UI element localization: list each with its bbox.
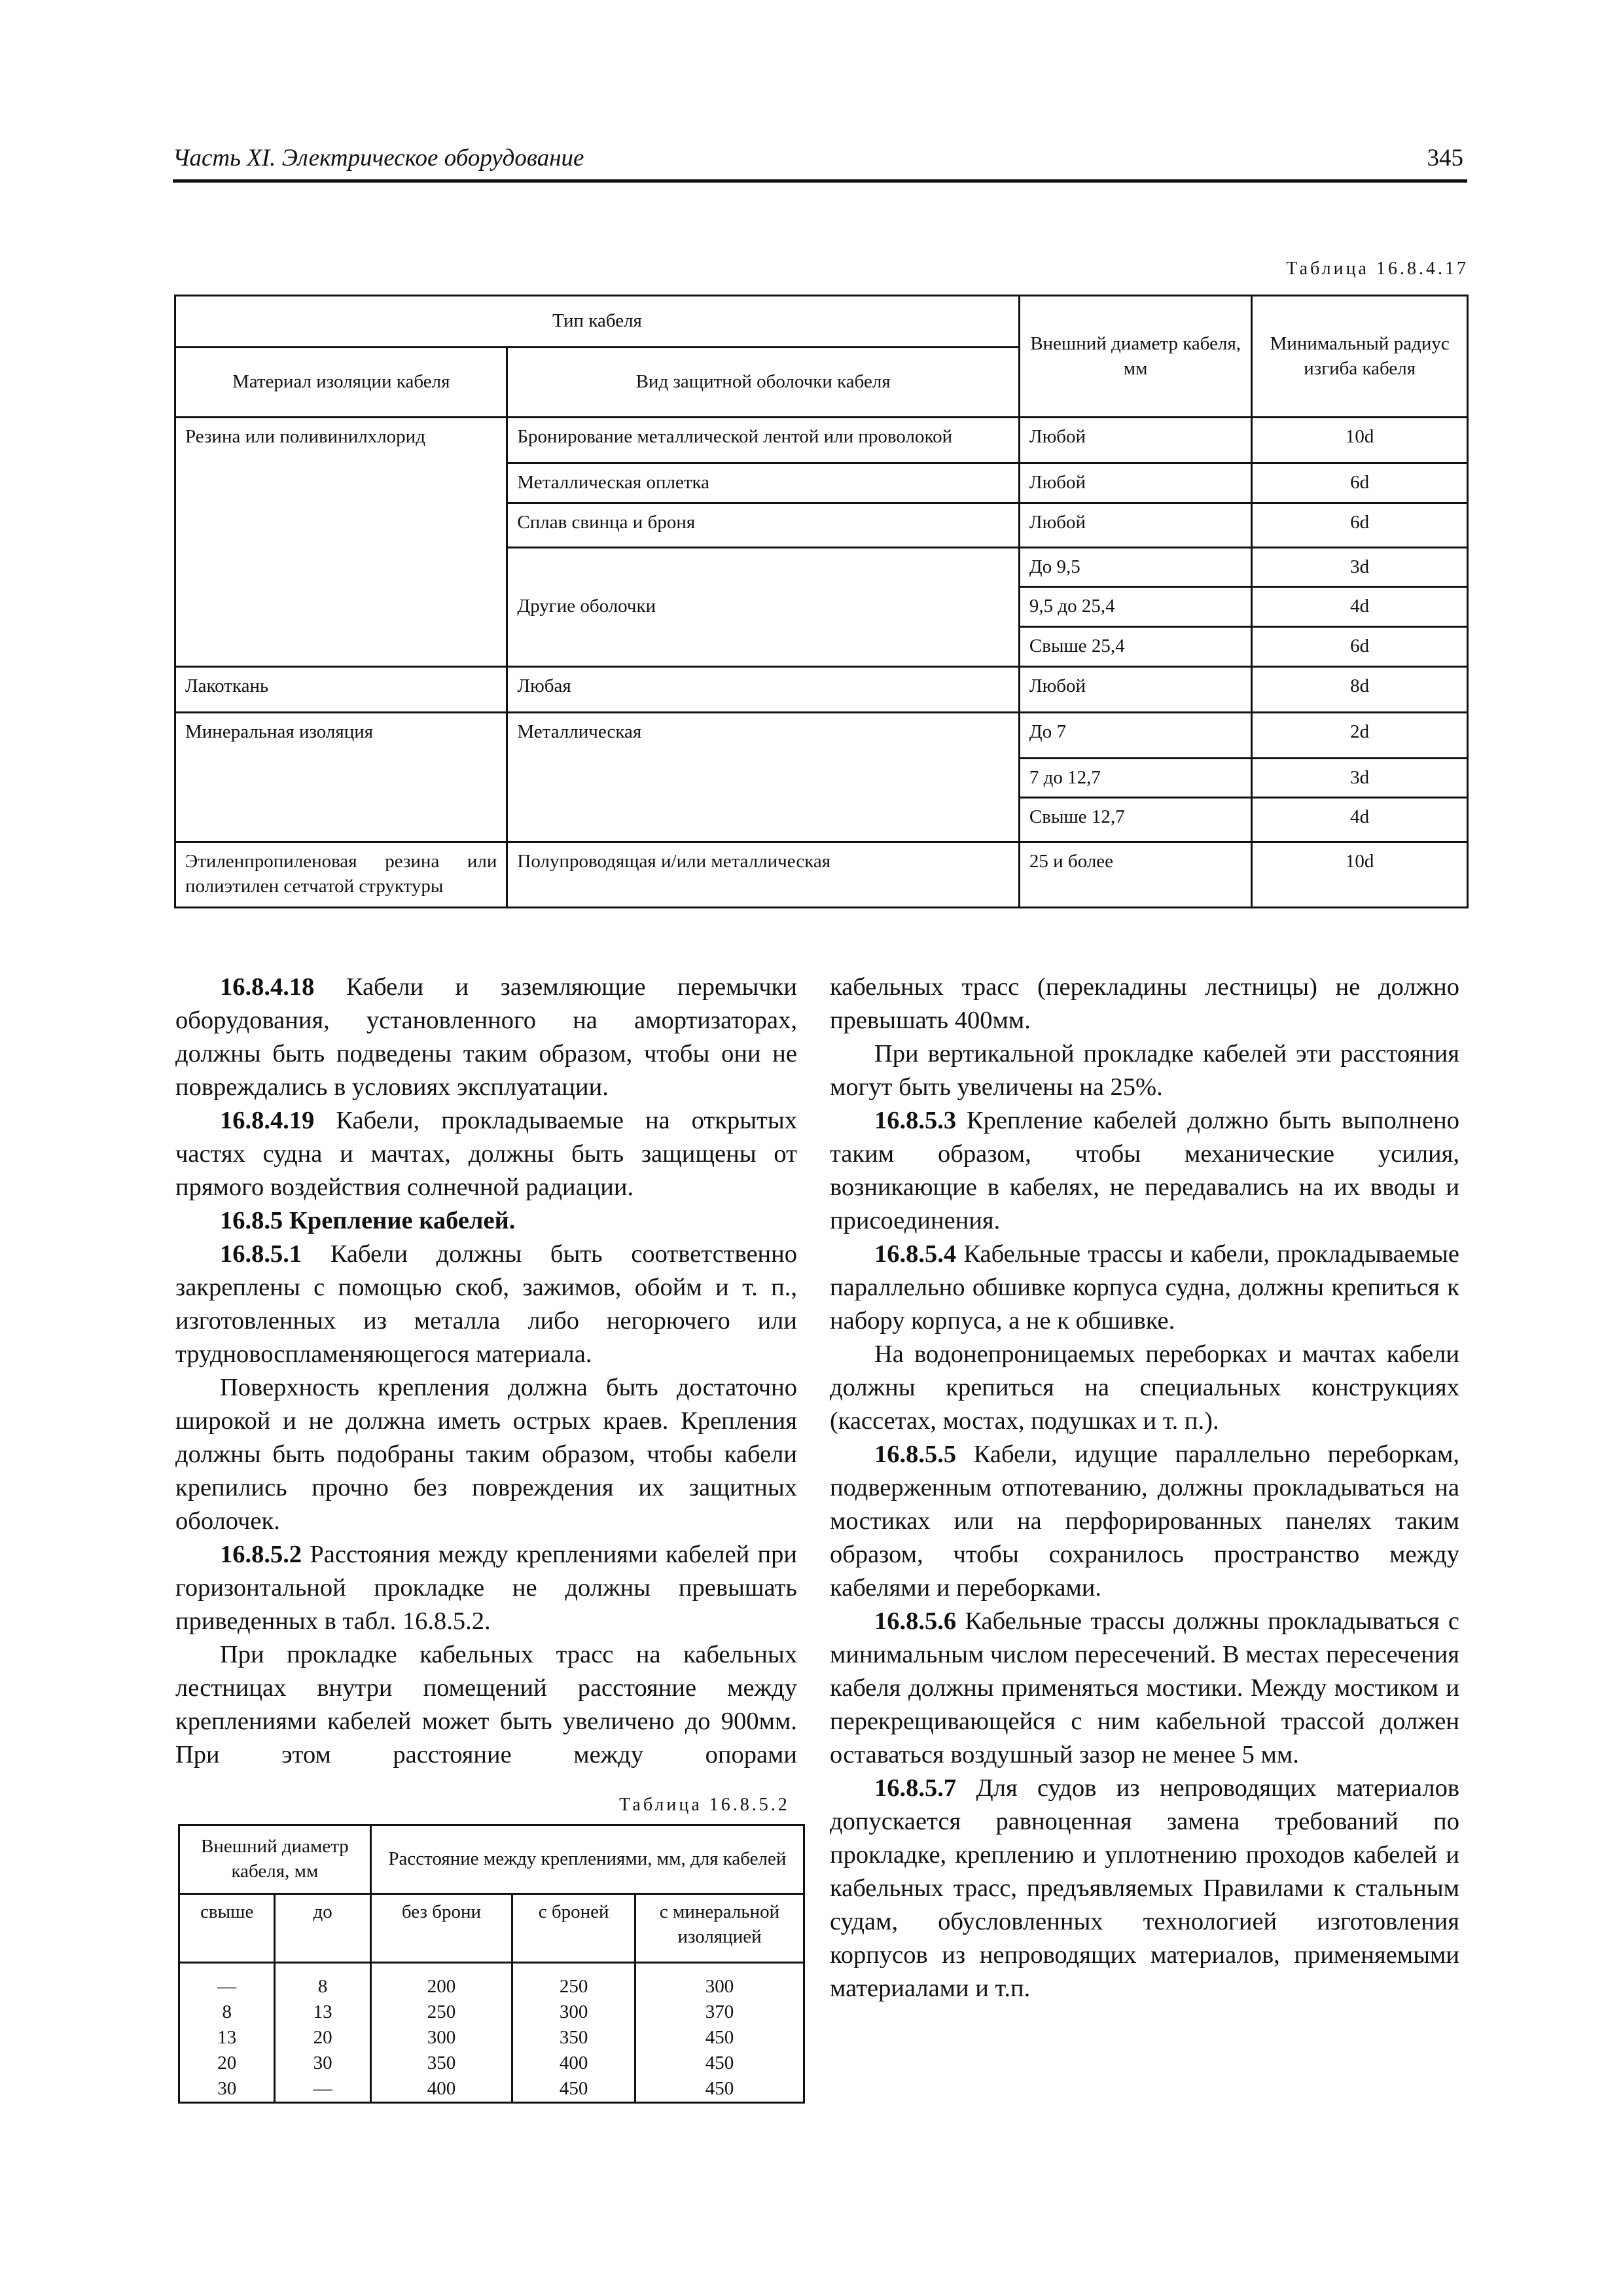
cell-to: — bbox=[275, 2076, 370, 2103]
header-armored: с броней bbox=[512, 1894, 635, 1963]
cell-above: 30 bbox=[179, 2076, 275, 2103]
paragraph-text: При вертикальной прокладке кабелей эти расстояния могут быть увеличены на 25%. bbox=[830, 1040, 1459, 1101]
cell-to: 8 bbox=[275, 1963, 370, 2000]
paragraph bbox=[830, 971, 1459, 1037]
paragraph bbox=[830, 1338, 1459, 1438]
cell-radius: 4d bbox=[1252, 587, 1468, 627]
cell-armored: 250 bbox=[512, 1963, 635, 2000]
paragraph bbox=[175, 1538, 797, 1638]
table-row bbox=[175, 842, 1468, 908]
paragraph bbox=[175, 1104, 797, 1204]
cell-armored: 300 bbox=[512, 2000, 635, 2025]
left-column bbox=[175, 971, 797, 1772]
section-heading-text: 16.8.5 Крепление кабелей. bbox=[220, 1207, 516, 1234]
clause-number: 16.8.5.2 bbox=[220, 1541, 302, 1568]
paragraph-text: Кабели должны быть соответственно закреплены с помощью скоб, зажимов, обойм и т. п., изготовленных из металла либо негорючего или трудновоспламеняющегося материала. bbox=[175, 1240, 797, 1368]
clause-number: 16.8.4.19 bbox=[220, 1107, 315, 1134]
cell-to: 20 bbox=[275, 2025, 370, 2051]
cell-radius: 3d bbox=[1252, 758, 1468, 798]
paragraph bbox=[175, 971, 797, 1104]
cell-insulation: Этиленпропиленовая резина или полиэтилен сетчатой структуры bbox=[175, 842, 507, 908]
cell-armored: 350 bbox=[512, 2025, 635, 2051]
cell-radius: 6d bbox=[1252, 463, 1468, 503]
cell-no-armor: 250 bbox=[370, 2000, 512, 2025]
cell-armored: 400 bbox=[512, 2051, 635, 2076]
paragraph-text: Кабельные трассы должны прокладываться с минимальным числом пересечений. В местах пересечения кабеля должны применяться мостики. Между мостиком и перекрещивающейся с ним кабельной трассой должен оставаться воздушный зазор не менее 5 мм. bbox=[830, 1607, 1459, 1768]
cell-radius: 3d bbox=[1252, 547, 1468, 587]
cell-diameter: Свыше 12,7 bbox=[1019, 798, 1251, 842]
header-sheath: Вид защитной оболочки кабеля bbox=[507, 348, 1020, 418]
paragraph-text: При прокладке кабельных трасс на кабельных лестницах внутри помещений расстояние между креплениями кабелей может быть увеличено до 900мм. При этом расстояние между опорами bbox=[175, 1641, 797, 1768]
table-row bbox=[179, 1963, 804, 2000]
cell-insulation: Резина или поливинилхлорид bbox=[175, 418, 507, 667]
header-diameter: Внешний диаметр кабеля, мм bbox=[179, 1825, 371, 1894]
paragraph bbox=[830, 1605, 1459, 1772]
paragraph-text: Кабельные трассы и кабели, прокладываемые параллельно обшивке корпуса судна, должны крепиться к набору корпуса, а не к обшивке. bbox=[830, 1240, 1459, 1335]
paragraph-text: Кабели, идущие параллельно переборкам, подверженным отпотеванию, должны прокладываться на мостиках или на перфорированных панелях таким образом, чтобы сохранилось пространство между кабелями и переборками. bbox=[830, 1441, 1459, 1602]
running-head bbox=[173, 140, 1467, 183]
cell-above: 8 bbox=[179, 2000, 275, 2025]
paragraph bbox=[830, 1238, 1459, 1338]
paragraph bbox=[175, 1238, 797, 1371]
cell-sheath: Сплав свинца и броня bbox=[507, 503, 1020, 547]
cell-diameter: Любой bbox=[1019, 418, 1251, 463]
paragraph-text: Кабели, прокладываемые на открытых частях судна и мачтах, должны быть защищены от прямого воздействия солнечной радиации. bbox=[175, 1107, 797, 1201]
clause-number: 16.8.5.7 bbox=[874, 1774, 957, 1802]
header-no-armor: без брони bbox=[370, 1894, 512, 1963]
cell-mineral: 300 bbox=[635, 1963, 804, 2000]
cell-mineral: 450 bbox=[635, 2076, 804, 2103]
header-diameter: Внешний диаметр кабеля, мм bbox=[1019, 296, 1251, 418]
paragraph bbox=[175, 1371, 797, 1538]
cell-no-armor: 200 bbox=[370, 1963, 512, 2000]
cell-sheath: Металлическая bbox=[507, 712, 1020, 842]
cell-armored: 450 bbox=[512, 2076, 635, 2103]
cell-mineral: 450 bbox=[635, 2051, 804, 2076]
table-row bbox=[179, 2025, 804, 2051]
clause-number: 16.8.5.1 bbox=[220, 1240, 302, 1268]
cell-diameter: 7 до 12,7 bbox=[1019, 758, 1251, 798]
bending-radius-table bbox=[174, 295, 1469, 908]
header-above: свыше bbox=[179, 1894, 275, 1963]
cell-diameter: Свыше 25,4 bbox=[1019, 627, 1251, 667]
cell-above: 20 bbox=[179, 2051, 275, 2076]
cell-radius: 10d bbox=[1252, 842, 1468, 908]
page-number: 345 bbox=[1427, 145, 1463, 171]
clause-number: 16.8.5.4 bbox=[874, 1240, 957, 1268]
table-row bbox=[175, 418, 1468, 463]
cell-radius: 2d bbox=[1252, 712, 1468, 758]
cell-radius: 4d bbox=[1252, 798, 1468, 842]
header-distance: Расстояние между креплениями, мм, для кабелей bbox=[370, 1825, 804, 1894]
table-row bbox=[179, 2076, 804, 2103]
section-heading bbox=[175, 1204, 797, 1238]
paragraph bbox=[830, 1037, 1459, 1104]
table-caption: Таблица 16.8.5.2 bbox=[619, 1795, 790, 1815]
cell-sheath: Полупроводящая и/или металлическая bbox=[507, 842, 1020, 908]
paragraph-text: Для судов из непроводящих материалов допускается равноценная замена требований по прокладке, креплению и уплотнению проходов кабелей и кабельных трасс, предъявляемых Правилами к стальным судам, обусловленных технологией изготовления корпусов из непроводящих материалов, применяемыми материалами и т.п. bbox=[830, 1774, 1459, 2002]
cell-sheath: Другие оболочки bbox=[507, 547, 1020, 666]
cell-mineral: 370 bbox=[635, 2000, 804, 2025]
cell-no-armor: 400 bbox=[370, 2076, 512, 2103]
clause-number: 16.8.5.6 bbox=[874, 1607, 957, 1635]
header-radius: Минимальный радиус изгиба кабеля bbox=[1252, 296, 1468, 418]
cell-mineral: 450 bbox=[635, 2025, 804, 2051]
cell-sheath: Металлическая оплетка bbox=[507, 463, 1020, 503]
paragraph bbox=[830, 1772, 1459, 2005]
cell-no-armor: 350 bbox=[370, 2051, 512, 2076]
cell-diameter: 9,5 до 25,4 bbox=[1019, 587, 1251, 627]
cell-diameter: Любой bbox=[1019, 503, 1251, 547]
paragraph bbox=[830, 1438, 1459, 1605]
cell-insulation: Минеральная изоляция bbox=[175, 712, 507, 842]
cell-diameter: 25 и более bbox=[1019, 842, 1251, 908]
header-cable-type: Тип кабеля bbox=[175, 296, 1020, 348]
cell-diameter: До 9,5 bbox=[1019, 547, 1251, 587]
table-row bbox=[179, 2051, 804, 2076]
header-insulation: Материал изоляции кабеля bbox=[175, 348, 507, 418]
right-column bbox=[830, 971, 1459, 2005]
fastening-distance-table bbox=[178, 1824, 805, 2104]
paragraph-text: Поверхность крепления должна быть достаточно широкой и не должна иметь острых краев. Крепления должны быть подобраны таким образом, чтобы кабели крепились прочно без повреждения их защитных оболочек. bbox=[175, 1374, 797, 1535]
cell-sheath: Бронирование металлической лентой или проволокой bbox=[507, 418, 1020, 463]
cell-diameter: До 7 bbox=[1019, 712, 1251, 758]
cell-above: 13 bbox=[179, 2025, 275, 2051]
clause-number: 16.8.5.5 bbox=[874, 1441, 957, 1468]
cell-radius: 6d bbox=[1252, 627, 1468, 667]
clause-number: 16.8.5.3 bbox=[874, 1107, 957, 1134]
cell-to: 30 bbox=[275, 2051, 370, 2076]
cell-radius: 8d bbox=[1252, 666, 1468, 712]
paragraph-text: На водонепроницаемых переборках и мачтах кабели должны крепиться на специальных конструкциях (кассетах, мостах, подушках и т. п.). bbox=[830, 1340, 1459, 1435]
running-title: Часть XI. Электрическое оборудование bbox=[173, 145, 584, 171]
paragraph-text: Кабели и заземляющие перемычки оборудования, установленного на амортизаторах, должны быть подведены таким образом, чтобы они не повреждались в условиях эксплуатации. bbox=[175, 973, 797, 1101]
table-row bbox=[179, 2000, 804, 2025]
paragraph-text: Расстояния между креплениями кабелей при горизонтальной прокладке не должны превышать приведенных в табл. 16.8.5.2. bbox=[175, 1541, 797, 1635]
paragraph-text: Крепление кабелей должно быть выполнено таким образом, чтобы механические усилия, возникающие в кабелях, не передавались на их вводы и присоединения. bbox=[830, 1107, 1459, 1234]
header-mineral: с минеральной изоляцией bbox=[635, 1894, 804, 1963]
cell-to: 13 bbox=[275, 2000, 370, 2025]
paragraph-text: кабельных трасс (перекладины лестницы) не должно превышать 400мм. bbox=[830, 973, 1459, 1034]
clause-number: 16.8.4.18 bbox=[220, 973, 315, 1001]
cell-radius: 10d bbox=[1252, 418, 1468, 463]
cell-above: — bbox=[179, 1963, 275, 2000]
table-caption: Таблица 16.8.4.17 bbox=[1286, 259, 1469, 279]
cell-insulation: Лакоткань bbox=[175, 666, 507, 712]
cell-radius: 6d bbox=[1252, 503, 1468, 547]
paragraph bbox=[830, 1104, 1459, 1238]
cell-sheath: Любая bbox=[507, 666, 1020, 712]
cell-diameter: Любой bbox=[1019, 463, 1251, 503]
cell-no-armor: 300 bbox=[370, 2025, 512, 2051]
header-to: до bbox=[275, 1894, 370, 1963]
cell-diameter: Любой bbox=[1019, 666, 1251, 712]
paragraph bbox=[175, 1638, 797, 1772]
table-row bbox=[175, 712, 1468, 758]
table-row bbox=[175, 666, 1468, 712]
